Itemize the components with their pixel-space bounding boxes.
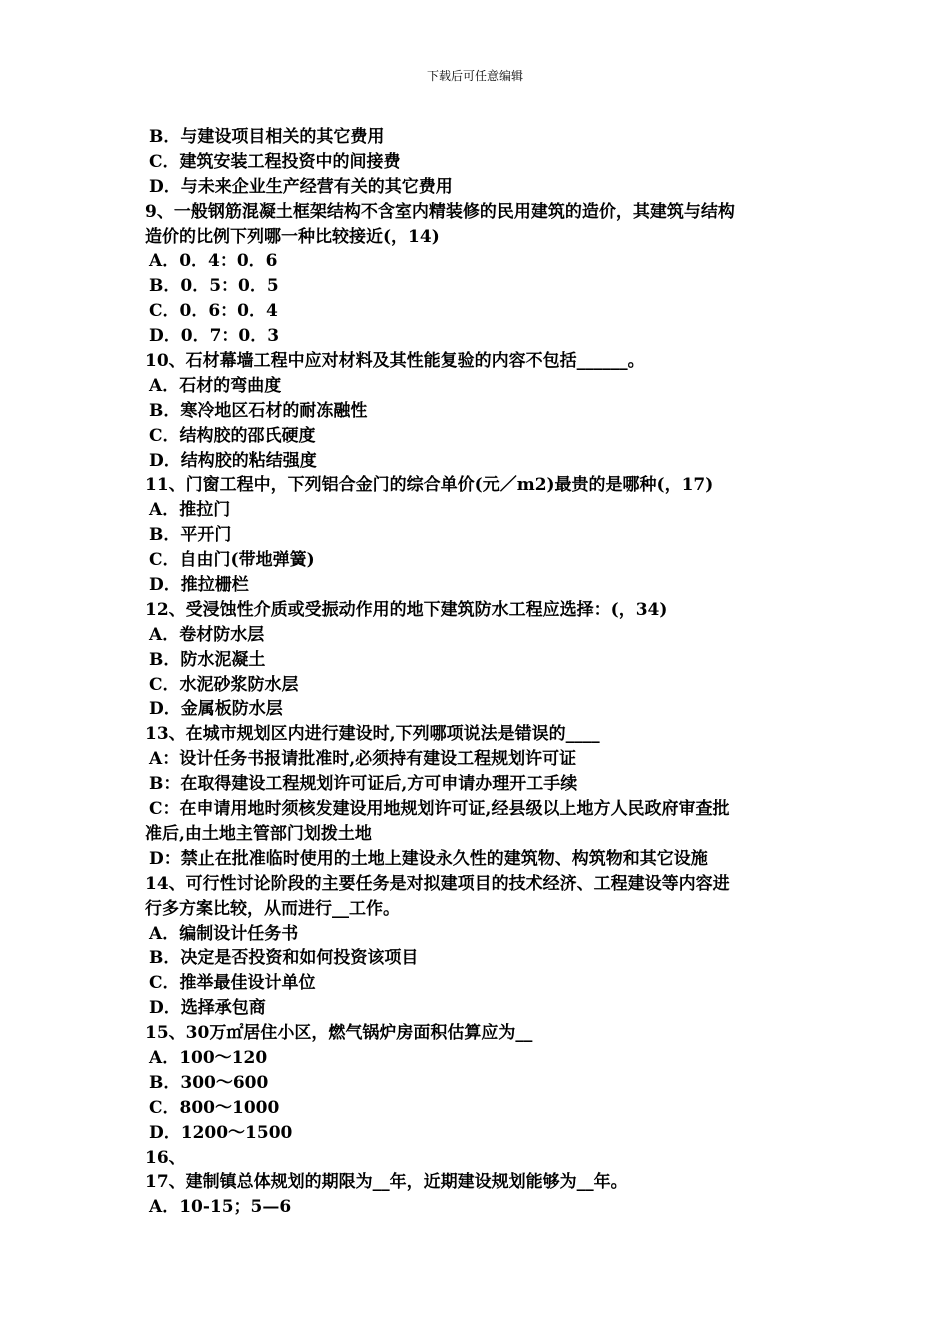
answer-option-line: A：设计任务书报请批准时,必须持有建设工程规划许可证 (149, 749, 577, 770)
question-line: 造价的比例下列哪一种比较接近(，14) (145, 226, 440, 247)
document-body (145, 125, 810, 1220)
answer-option-line: D．1200～1500 (149, 1122, 293, 1143)
answer-option-line: C．0．6：0．4 (149, 301, 278, 322)
answer-option-line: B．300～600 (149, 1072, 269, 1093)
question-line: 10、石材幕墙工程中应对材料及其性能复验的内容不包括______。 (145, 351, 645, 372)
answer-option-line: B．防水泥凝土 (149, 649, 266, 670)
answer-option-line: A．推拉门 (149, 500, 231, 521)
answer-option-line: D．与未来企业生产经营有关的其它费用 (149, 176, 453, 197)
answer-option-line: C．自由门(带地弹簧) (149, 550, 315, 571)
answer-option-line: A．0．4：0．6 (149, 251, 278, 272)
question-line: 17、建制镇总体规划的期限为__年，近期建设规划能够为__年。 (145, 1172, 628, 1193)
answer-option-line: C．建筑安装工程投资中的间接费 (149, 151, 401, 172)
question-line: 11、门窗工程中，下列铝合金门的综合单价(元／m2)最贵的是哪种(，17) (145, 475, 714, 496)
question-line: 12、受浸蚀性介质或受振动作用的地下建筑防水工程应选择：(，34) (145, 599, 668, 620)
answer-option-line: B．决定是否投资和如何投资该项目 (149, 948, 419, 969)
answer-option-line: C．推举最佳设计单位 (149, 973, 316, 994)
answer-option-line: B：在取得建设工程规划许可证后,方可申请办理开工手续 (149, 774, 578, 795)
question-line: 16、 (145, 1147, 186, 1168)
answer-option-line: C．800～1000 (149, 1097, 280, 1118)
answer-option-line: D．结构胶的粘结强度 (149, 450, 317, 471)
page-header: 下载后可任意编辑 (426, 69, 523, 83)
answer-option-line: C．结构胶的邵氏硬度 (149, 425, 316, 446)
answer-option-line: B．寒冷地区石材的耐冻融性 (149, 400, 368, 421)
question-line: 准后,由土地主管部门划拨土地 (145, 823, 372, 844)
answer-option-line: B．平开门 (149, 525, 232, 546)
answer-option-line: D：禁止在批准临时使用的土地上建设永久性的建筑物、构筑物和其它设施 (149, 848, 708, 869)
answer-option-line: A．100～120 (149, 1047, 268, 1068)
answer-option-line: A．编制设计任务书 (149, 923, 299, 944)
answer-option-line: A．石材的弯曲度 (149, 375, 282, 396)
question-line: 行多方案比较，从而进行__工作。 (145, 898, 400, 919)
answer-option-line: A．卷材防水层 (149, 624, 265, 645)
answer-option-line: D．0．7：0．3 (149, 326, 280, 347)
question-line: 14、可行性讨论阶段的主要任务是对拟建项目的技术经济、工程建设等内容进 (145, 873, 730, 894)
answer-option-line: D．选择承包商 (149, 998, 266, 1019)
answer-option-line: D．金属板防水层 (149, 699, 283, 720)
question-line: 9、一般钢筋混凝土框架结构不含室内精装修的民用建筑的造价，其建筑与结构 (145, 201, 735, 222)
answer-option-line: C．水泥砂浆防水层 (149, 674, 299, 695)
answer-option-line: C：在申请用地时须核发建设用地规划许可证,经县级以上地方人民政府审查批 (149, 799, 730, 820)
question-line: 15、30万㎡居住小区，燃气锅炉房面积估算应为__ (145, 1023, 533, 1044)
answer-option-line: B．与建设项目相关的其它费用 (149, 127, 385, 147)
answer-option-line: D．推拉栅栏 (149, 575, 249, 596)
question-line: 13、在城市规划区内进行建设时,下列哪项说法是错误的____ (145, 724, 600, 745)
answer-option-line: B．0．5：0．5 (149, 276, 279, 297)
answer-option-line: A．10-15；5—6 (149, 1197, 292, 1218)
